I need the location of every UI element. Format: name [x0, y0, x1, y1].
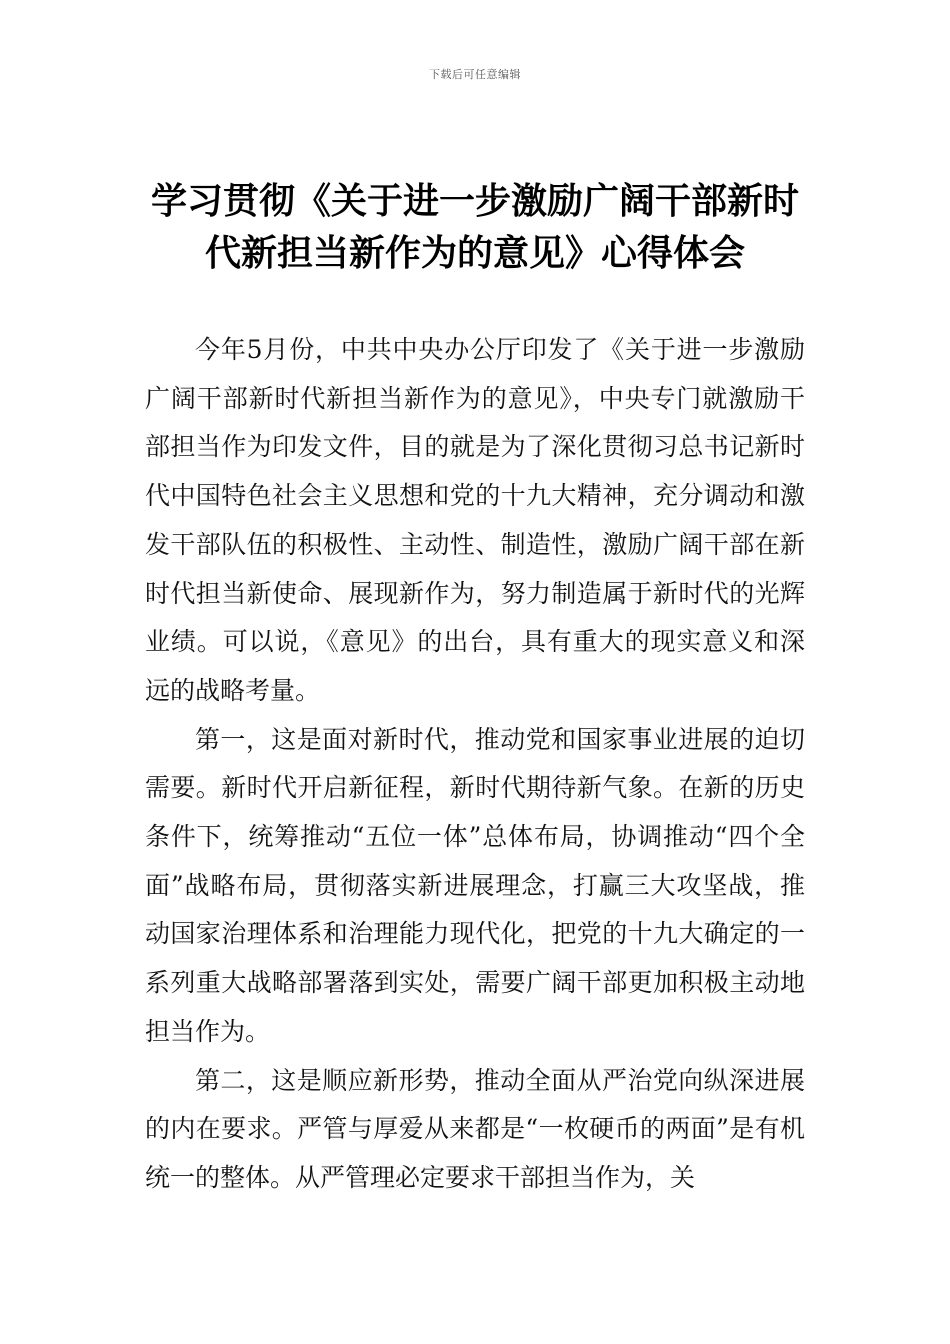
paragraph-second-point: 第二，这是顺应新形势，推动全面从严治党向纵深进展的内在要求。严管与厚爱从来都是“一枚硬币的两面”是有机统一的整体。从严管理必定要求干部担当作为，关 — [145, 1065, 805, 1192]
document-body — [145, 326, 805, 1203]
paragraph-first-point: 第一，这是面对新时代，推动党和国家事业进展的迫切需要。新时代开启新征程，新时代期待新气象。在新的历史条件下，统筹推动“五位一体”总体布局，协调推动“四个全面”战略布局，贯彻落实新进展理念，打赢三大攻坚战，推动国家治理体系和治理能力现代化，把党的十九大确定的一系列重大战略部署落到实处，需要广阔干部更加积极主动地担当作为。 — [145, 724, 805, 1046]
title-line-2: 代新担当新作为的意见》心得体会 — [204, 233, 745, 274]
document-title — [140, 176, 810, 280]
title-line-1: 学习贯彻《关于进一步激励广阔干部新时 — [150, 181, 799, 222]
paragraph-intro: 今年5月份，中共中央办公厅印发了《关于进一步激励广阔干部新时代新担当新作为的意见》，中央专门就激励干部担当作为印发文件，目的就是为了深化贯彻习总书记新时代中国特色社会主义思想和党的十九大精神，充分调动和激发干部队伍的积极性、主动性、制造性，激励广阔干部在新时代担当新使命、展现新作为，努力制造属于新时代的光辉业绩。可以说，《意见》的出台，具有重大的现实意义和深远的战略考量。 — [145, 335, 805, 705]
header-note: 下载后可任意编辑 — [429, 68, 521, 81]
